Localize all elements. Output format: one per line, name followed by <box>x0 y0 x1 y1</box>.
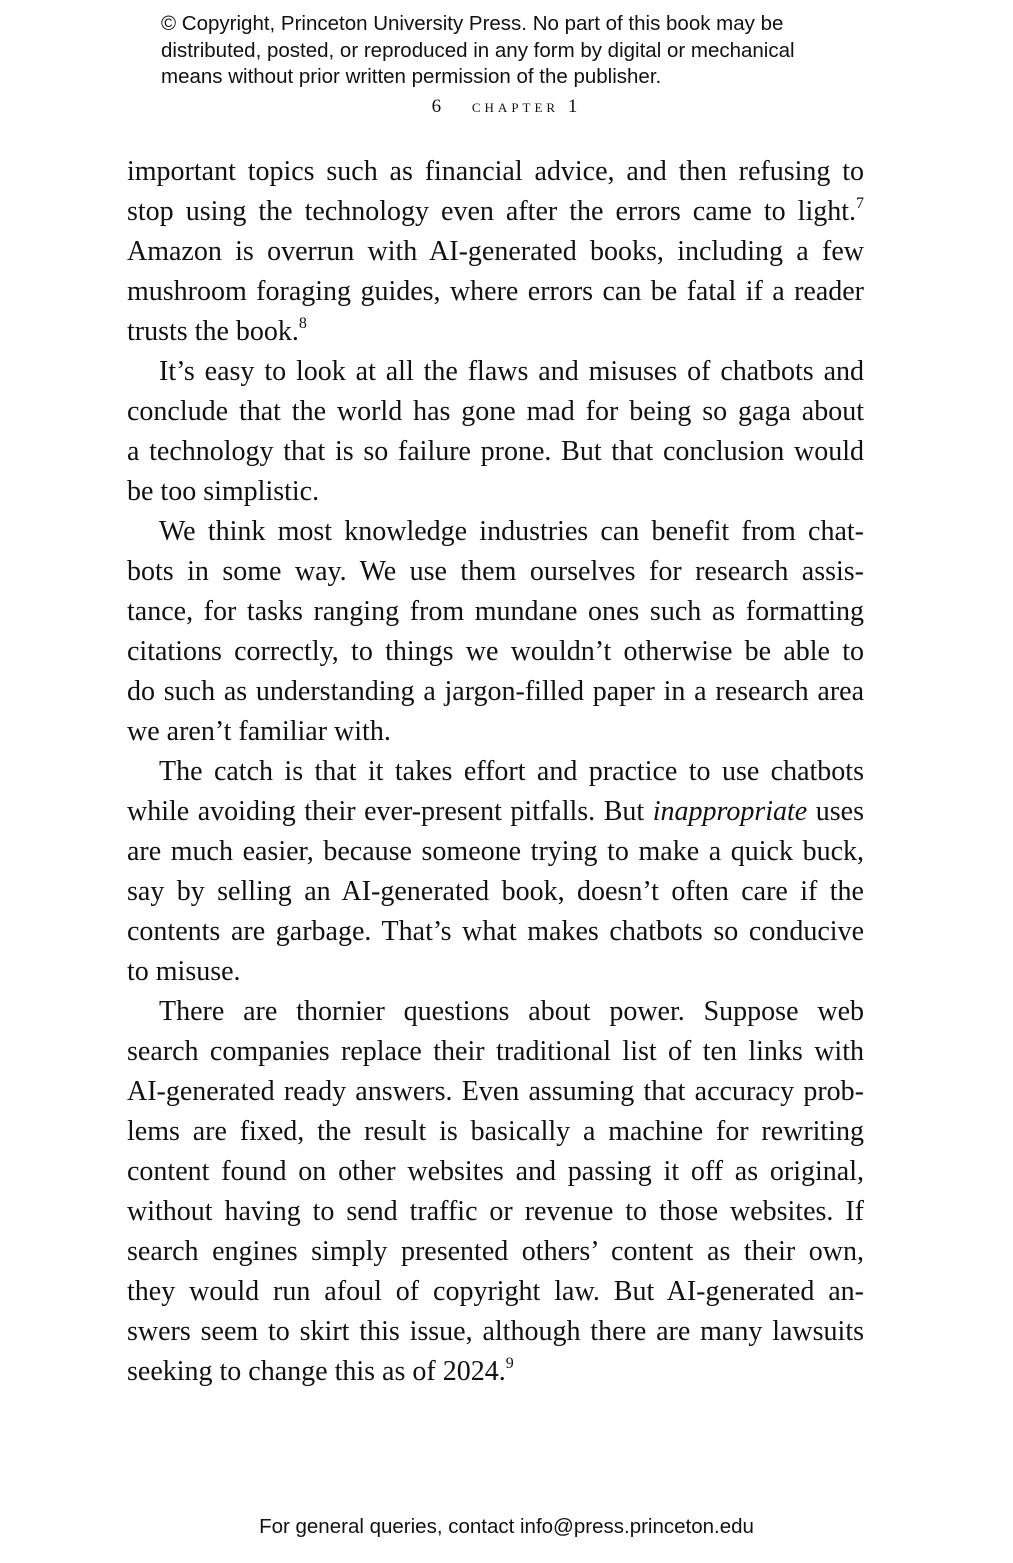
text-line: search engines simply presented others’ content as their own, <box>127 1236 864 1267</box>
text-line: contents are garbage. That’s what makes chatbots so conducive <box>127 916 864 947</box>
footnote-ref: 9 <box>505 1355 514 1372</box>
text-line: are much easier, because someone trying to make a quick buck, <box>127 836 864 867</box>
text-line: AI-generated ready answers. Even assuming that accuracy prob- <box>127 1076 864 1107</box>
text-line: search companies replace their traditional list of ten links with <box>127 1036 864 1067</box>
contact-footer: For general queries, contact info@press.princeton.edu <box>259 1515 754 1538</box>
page-number: 6 <box>431 96 445 117</box>
text-line: do such as understanding a jargon-filled paper in a research area <box>127 676 864 707</box>
text-line: seeking to change this as of 2024.$^9$ <box>127 1355 514 1387</box>
text-line: they would run afoul of copyright law. But AI-generated an- <box>127 1276 864 1307</box>
text-line: content found on other websites and passing it off as original, <box>127 1156 864 1187</box>
footnote-ref: 7 <box>856 195 864 212</box>
text-line: The catch is that it takes effort and practice to use chatbots <box>159 756 864 787</box>
text-line: a technology that is so failure prone. But that conclusion would <box>127 436 864 467</box>
text-line: without having to send traffic or revenue to those websites. If <box>127 1196 864 1227</box>
book-body-text <box>127 152 864 1392</box>
text-line: while avoiding their ever-present pitfalls. But inappropriate uses <box>127 796 864 827</box>
running-head <box>0 96 1013 118</box>
text-line: There are thornier questions about power. Suppose web <box>159 996 864 1027</box>
text-line: bots in some way. We use them ourselves for research assis- <box>127 556 864 587</box>
emphasis-text: inappropriate <box>652 796 808 827</box>
text-line: Amazon is overrun with AI-generated books, including a few <box>127 236 864 267</box>
text-line: important topics such as financial advice, and then refusing to <box>127 156 864 187</box>
text-line: trusts the book.$^8$ <box>127 315 307 347</box>
text-line: swers seem to skirt this issue, although there are many lawsuits <box>127 1316 864 1347</box>
text-line: be too simplistic. <box>127 476 320 507</box>
text-line: stop using the technology even after the errors came to light.$^7$ <box>127 195 864 227</box>
copyright-notice <box>161 11 881 91</box>
text-line: conclude that the world has gone mad for being so gaga about <box>127 396 864 427</box>
copyright-line: means without prior written permission of the publisher. <box>161 65 662 88</box>
text-line: citations correctly, to things we wouldn’t otherwise be able to <box>127 636 864 667</box>
text-line: tance, for tasks ranging from mundane ones such as formatting <box>127 596 864 627</box>
text-line: we aren’t familiar with. <box>127 716 391 747</box>
text-line: to misuse. <box>127 956 241 987</box>
text-line: lems are fixed, the result is basically a machine for rewriting <box>127 1116 864 1147</box>
text-line: say by selling an AI-generated book, doesn’t often care if the <box>127 876 864 907</box>
text-line: mushroom foraging guides, where errors can be fatal if a reader <box>127 276 864 307</box>
chapter-label: chapter 1 <box>471 96 582 117</box>
copyright-line: distributed, posted, or reproduced in any form by digital or mechanical <box>161 38 795 62</box>
copyright-line: © Copyright, Princeton University Press. No part of this book may be <box>161 12 784 35</box>
footnote-ref: 8 <box>298 315 307 332</box>
text-line: It’s easy to look at all the flaws and misuses of chatbots and <box>159 356 864 387</box>
text-line: We think most knowledge industries can benefit from chat- <box>159 516 864 547</box>
